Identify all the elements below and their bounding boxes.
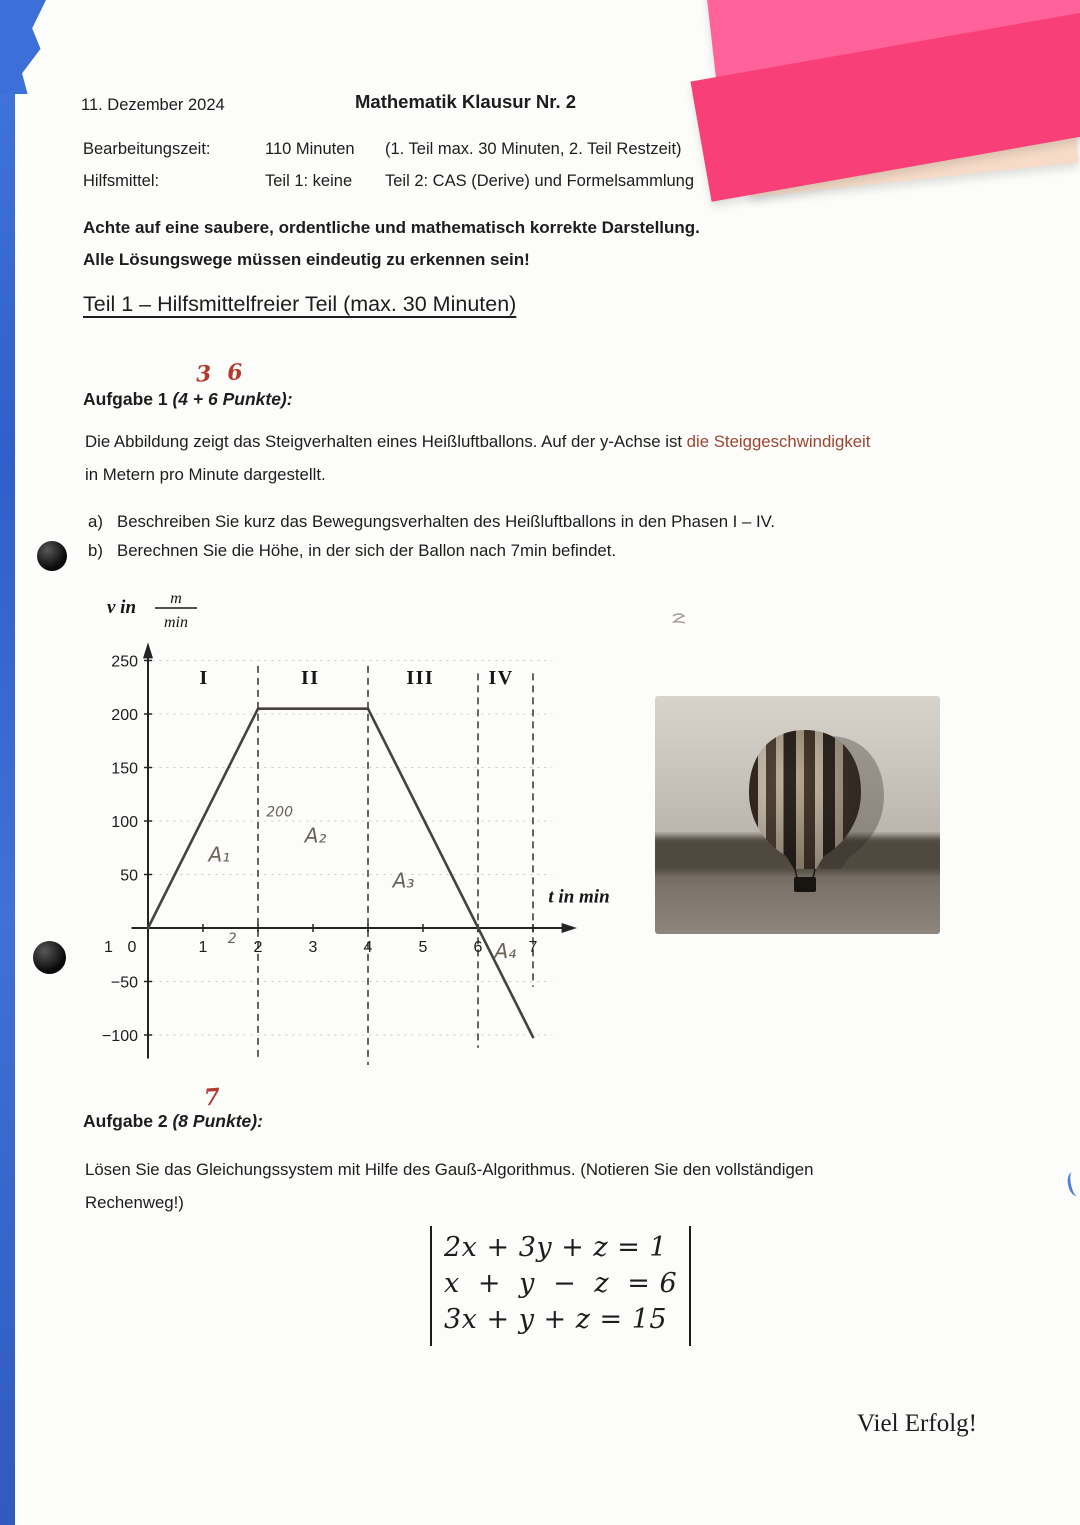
equation-1: 2x + 3y + z = 1 [444,1232,668,1263]
handwritten-grade-mark-task2: 7 [203,1083,221,1112]
task1-intro-line2: in Metern pro Minute dargestellt. [85,465,326,484]
svg-text:I: I [199,667,209,690]
svg-text:III: III [406,667,435,690]
equation-3: 3x + y + z = 15 [444,1304,668,1335]
svg-text:−50: −50 [110,974,138,992]
balloon-photo [655,696,940,934]
task1-item-a-label: a) [88,512,103,531]
svg-text:A₄: A₄ [494,938,517,963]
task2-points: (8 Punkte): [172,1111,263,1131]
section-heading: Teil 1 – Hilfsmittelfreier Teil (max. 30 Minuten) [83,292,517,316]
svg-text:1: 1 [198,939,208,956]
svg-text:min: min [164,614,188,631]
task2-name: Aufgabe 2 [83,1111,168,1131]
svg-text:−100: −100 [101,1028,138,1045]
velocity-chart [95,585,655,1077]
stray-pencil-mark [670,612,688,626]
task1-heading [83,389,293,410]
hole-punch-top [37,541,67,571]
task1-points: (4 + 6 Punkte): [172,389,293,409]
svg-text:1: 1 [104,939,113,956]
svg-text:II: II [300,667,320,690]
closing-message: Viel Erfolg! [857,1410,977,1437]
equation-2: x + y − z = 6 [444,1268,678,1299]
grade-mark-b: 6 [226,359,244,386]
svg-text:200: 200 [266,804,293,821]
bearbeitungszeit-value: 110 Minuten [265,140,355,158]
svg-text:A₂: A₂ [304,823,327,848]
notice-line-2: Alle Lösungswege müssen eindeutig zu erkennen sein! [83,250,530,269]
exam-date: 11. Dezember 2024 [81,96,225,114]
task1-item-b-text: Berechnen Sie die Höhe, in der sich der Ballon nach 7min befindet. [117,541,617,560]
velocity-chart-container [95,585,655,1077]
svg-text:0: 0 [127,939,137,956]
task1-intro-line1-highlight: die Steiggeschwindigkeit [686,432,871,451]
handwritten-grade-marks-task1 [195,358,259,387]
bearbeitungszeit-label: Bearbeitungszeit: [83,140,211,158]
task2-intro-line1: Lösen Sie das Gleichungssystem mit Hilfe des Gauß-Algorithmus. (Notieren Sie den vollständigen [85,1160,814,1179]
svg-text:A₁: A₁ [208,842,231,867]
torn-corner-blue [0,0,46,94]
hilfsmittel-teil2: Teil 2: CAS (Derive) und Formelsammlung [385,172,695,190]
bearbeitungszeit-note: (1. Teil max. 30 Minuten, 2. Teil Restzeit) [385,140,682,158]
svg-text:2: 2 [227,930,237,947]
svg-text:7: 7 [528,939,538,956]
task1-intro-line1-main: Die Abbildung zeigt das Steigverhalten eines Heißluftballons. Auf der y-Achse ist [85,432,687,451]
task2-heading [83,1111,263,1132]
hilfsmittel-label: Hilfsmittel: [83,172,160,190]
svg-text:250: 250 [111,653,138,671]
notebook-blue-edge [0,0,15,1525]
task1-item-a-text: Beschreiben Sie kurz das Bewegungsverhalten des Heißluftballons in den Phasen I – IV. [117,512,775,531]
svg-text:200: 200 [111,707,138,724]
task2-intro-line2: Rechenweg!) [85,1193,184,1212]
balloon-basket [794,877,816,892]
svg-text:m: m [170,590,182,607]
hilfsmittel-teil1: Teil 1: keine [265,172,353,190]
svg-text:50: 50 [120,867,138,885]
exam-title: Mathematik Klausur Nr. 2 [355,91,577,112]
hole-punch-bottom [33,941,66,974]
equation-system [430,1226,691,1346]
notice-line-1: Achte auf eine saubere, ordentliche und mathematisch korrekte Darstellung. [83,218,700,237]
grade-mark-a: 3 [195,360,213,388]
task1-name: Aufgabe 1 [83,389,168,409]
svg-text:t in min: t in min [548,886,610,908]
svg-text:v in: v in [107,597,137,618]
svg-text:A₃: A₃ [392,868,415,893]
svg-text:4: 4 [363,939,373,956]
balloon-photo-image [655,696,940,934]
task1-item-b-label: b) [88,541,103,560]
svg-text:100: 100 [111,814,138,831]
svg-text:2: 2 [253,939,263,956]
task1-intro-line1 [85,432,870,452]
svg-text:150: 150 [111,760,138,778]
svg-text:5: 5 [418,939,428,956]
svg-text:3: 3 [308,939,318,956]
blue-margin-mark [1066,1171,1080,1197]
svg-text:IV: IV [488,667,514,690]
svg-text:6: 6 [473,939,483,956]
